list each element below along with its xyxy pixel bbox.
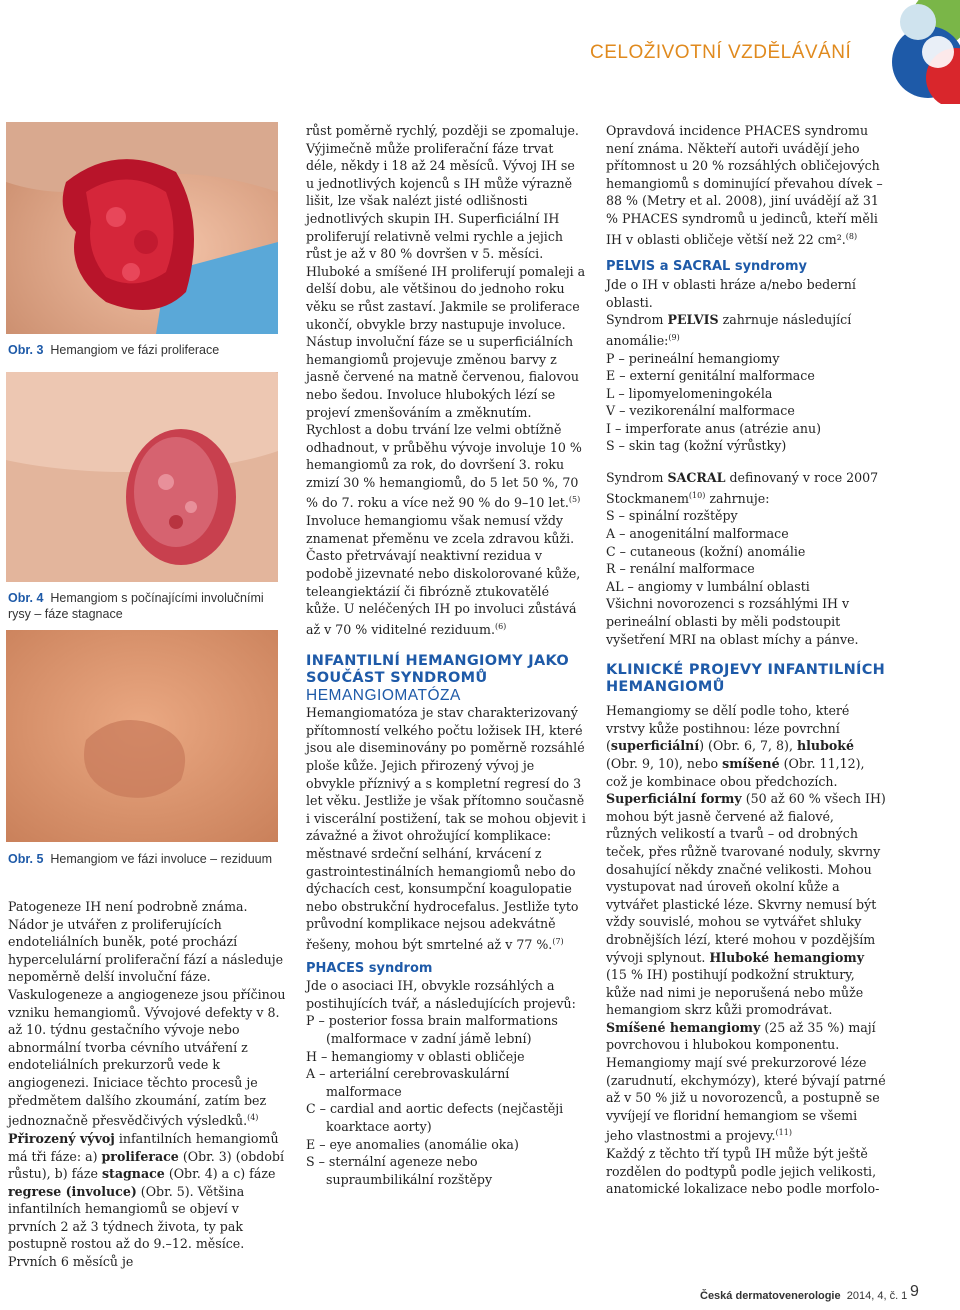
sacral-list-item: A – anogenitální malformace [606,526,789,542]
figure-4-caption [8,590,278,622]
syndromes-heading: INFANTILNÍ HEMANGIOMY JAKO SOUČÁST SYNDROMŮ [306,652,569,686]
figure-3-text: Hemangiom ve fázi proliferace [50,343,220,357]
journal-name: Česká dermatovenerologie [700,1290,841,1302]
figure-5-number: Obr. 5 [8,852,44,866]
phaces-list-item: P – posterior fossa brain malformations (malformace v zadní jámě lební) [306,1013,558,1047]
sacral-intro: Syndrom SACRAL definovaný v roce 2007 Stockmanem$^{(10)}$ zahrnuje: [606,470,879,506]
subtypes-paragraph: Každý z těchto tří typů IH může být ještě rozdělen do podtypů podle jejich velikosti, anatomické lokalizace nebo podle morfolo- [606,1146,880,1197]
column-2-text [306,122,586,1188]
pelvis-list-item: S – skin tag (kožní výrůstky) [606,438,787,454]
section-title: CELOŽIVOTNÍ VZDĚLÁVÁNÍ [590,42,852,63]
phaces-list-item: C – cardial and aortic defects (nejčastěji koarktace aorty) [306,1101,564,1135]
sacral-list-item: AL – angiomy v lumbální oblasti [606,578,810,594]
sacral-list-item: C – cutaneous (kožní) anomálie [606,543,806,559]
pelvis-sacral-intro: Jde o IH v oblasti hráze a/nebo bederní oblasti. [606,276,856,310]
clinical-manifestations-heading: KLINICKÉ PROJEVY INFANTILNÍCH HEMANGIOMŮ [606,662,886,696]
figure-4-photo [6,372,278,582]
phaces-list-item: E – eye anomalies (anomálie oka) [306,1136,519,1152]
journal-footer [700,1290,907,1302]
pelvis-list-item: L – lipomyelomeningokéla [606,385,773,401]
column-1-text [8,898,288,1271]
hemangiomatosis-paragraph: Hemangiomatóza je stav charakterizovaný přítomností velkého počtu ložisek IH, které jsou ale diseminovány po poměrně rozsáhlé ploše kůže. Jejich přirozený vývoj je obvykle příznivý a s kompletní regresí do 3 let věku. Jestliže je však přítomno současně i viscerální postižení, tak se mohou objevit i závažné a život ohrožující komplikace: městnavé srdeční selhání, krvácení z gastrointestinálních hemangiomů nebo do dýchacích cest, konsumpční koagulopatie nebo obstrukční hydrocefalus. Jestliže tyto průvodní komplikace nejsou adekvátně řešeny, mohou být smrtelné až v 77 %.$^{(7)}$ [306,705,586,953]
phaces-intro: Jde o asociaci IH, obvykle rozsáhlých a postihujících tvář, a následujících projevů: [306,978,576,1011]
mri-recommendation-paragraph: Všichni novorozenci s rozsáhlými IH v perineální oblasti by měli podstoupit vyšetření MRI na oblast míchy a pánve. [606,596,859,647]
natural-course-paragraph: Přirozený vývoj infantilních hemangiomů má tři fáze: a) proliferace (Obr. 3) (období růstu), b) fáze stagnace (Obr. 4) a c) fáze regrese (involuce) (Obr. 5). Většina infantilních hemangiomů se objeví v prvních 2 až 3 týdnech života, ty pak postupně rostou až do 9.–12. měsíce. Prvních 6 měsíců je [8,1130,284,1270]
figure-3-caption [8,342,278,358]
pelvis-list-item: E – externí genitální malformace [606,368,815,384]
growth-involution-paragraph: růst poměrně rychlý, později se zpomaluje. Výjimečně může proliferační fáze trvat déle, někdy i 18 až 24 měsíců. Vývoj IH se u jednotlivých kojenců s IH může výrazně lišit, lze však nalézt jisté odlišnosti jednotlivých skupin IH. Superficiální IH proliferují relativně velmi rychle a jejich růst je až v 80 % dovršen v 5. měsíci. Hluboké a smíšené IH proliferují pomaleji a delší dobu, ale většinou do jednoho roku věku se růst zastaví. Jakmile se proliferace ukončí, obvykle brzy nastupuje involuce. Nástup involuční fáze se u superficiálních hemangiomů projevuje změnou barvy z jasně červené na matně červenou, fialovou nebo šedou. Involuce hlubokých lézí se projeví zmenšováním a změknutím. Rychlost a dobu trvání lze velmi obtížně odhadnout, v průběhu vývoje involuje 10 % hemangiomů za rok, do dovršení 3. roku zmizí 30 % hemangiomů, do 5 let 50 %, 70 % do 7. roku a více než 90 % do 9–10 let.$^{(5)}$ [306,123,586,511]
phaces-heading: PHACES syndrom [306,960,433,976]
column-3-text [606,122,888,1198]
pelvis-intro: Syndrom PELVIS zahrnuje následující anomálie:$^{(9)}$ [606,312,852,348]
figure-5-photo [6,630,278,842]
pelvis-sacral-heading: PELVIS a SACRAL syndromy [606,259,807,275]
phaces-list-item: H – hemangiomy v oblasti obličeje [306,1048,525,1064]
figure-5-text: Hemangiom ve fázi involuce – reziduum [50,852,273,866]
phaces-incidence-paragraph: Opravdová incidence PHACES syndromu není známa. Někteří autoři uvádějí jeho přítomnost u 20 % rozsáhlých obličejových hemangiomů s dominující převahou dívek – 88 % (Metry et al. 2008), jiní uvádějí až 31 % PHACES syndromů u jedinců, kteří měli IH v oblasti obličeje větší než 22 cm².$^{(8)}$ [606,123,883,247]
figure-4-text: Hemangiom s počínajícími involučními rysy – fáze stagnace [8,591,264,621]
figure-5-caption [8,851,278,867]
sacral-list-item: R – renální malformace [606,561,755,577]
residuum-paragraph: Involuce hemangiomu však nemusí vždy znamenat přeměnu ve zcela zdravou kůži. Často přetrvávají neaktivní rezidua v podobě jizevnaté nebo diskolorované kůže, teleangiektázií či fibrózně ztukovatělé kůže. U neléčených IH po involuci zůstává až v 70 % viditelné reziduum.$^{(6)}$ [306,513,581,637]
pathogenesis-paragraph: Patogeneze IH není podrobně známa. Nádor je utvářen z proliferujících endoteliálních buněk, poté prochází hypercelulární proliferační fází a následuje nepoměrně delší involuční fáze. Vaskulogeneze a angiogeneze jsou příčinou vzniku hemangiomů. Vývojové defekty v 8. až 10. týdnu gestačního vývoje nebo abnormální tvorba cévního utváření z endoteliálních prekurzorů vede k angiogenezi. Iniciace těchto procesů je předmětem dalšího zkoumání, zatím bez jednoznačně přesvědčivých výsledků.$^{(4)}$ [8,899,286,1129]
pelvis-list-item: V – vezikorenální malformace [606,403,795,419]
sacral-list-item: S – spinální rozštěpy [606,508,738,524]
figure-3-photo [6,122,278,334]
figure-4-number: Obr. 4 [8,591,44,605]
hemangiomatosis-heading: HEMANGIOMATÓZA [306,686,461,704]
figure-3-number: Obr. 3 [8,343,44,357]
phaces-list-item: S – sternální ageneze nebo supraumbilikální rozštěpy [306,1154,493,1187]
journal-logo-graphic [868,0,960,104]
page-number: 9 [910,1283,919,1300]
clinical-paragraph: Hemangiomy se dělí podle toho, které vrstvy kůže postihnou: léze povrchní (superficiální) (Obr. 6, 7, 8), hluboké (Obr. 9, 10), nebo smíšené (Obr. 11,12), což je kombinace obou předchozích. Superficiální formy (50 až 60 % všech IH) mohou být jasně červené až fialové, různých velikostí a tvarů – od drobných teček, přes růžně tvarované noduly, skvrny dosahující někdy značné velikosti. Mohou vystupovat nad úroveň okolní kůže a vytvářet plastické léze. Skvrny nemusí být vždy souvislé, mohou se vytvářet shluky drobnějších lézí, které mohou v pozdějším vývoji splynout. Hluboké hemangiomy (15 % IH) postihují podkožní struktury, kůže nad nimi je neporušená nebo může hemangiom skrz kůži promodrávat. Smíšené hemangiomy (25 až 35 %) mají povrchovou i hlubokou komponentu. Hemangiomy mají své prekurzorové léze (zarudnutí, ekchymózy), které bývají patrné až v 50 % již u novorozenců, a postupně se vyvíjejí ve floridní hemangiom se všemi jeho vlastnostmi a projevy.$^{(11)}$ [606,703,886,1144]
phaces-list-item: A – arteriální cerebrovaskulární malformace [306,1066,510,1099]
pelvis-list-item: P – perineální hemangiomy [606,350,780,366]
journal-issue: 2014, 4, č. 1 [846,1290,908,1302]
pelvis-list-item: I – imperforate anus (atrézie anu) [606,420,821,436]
